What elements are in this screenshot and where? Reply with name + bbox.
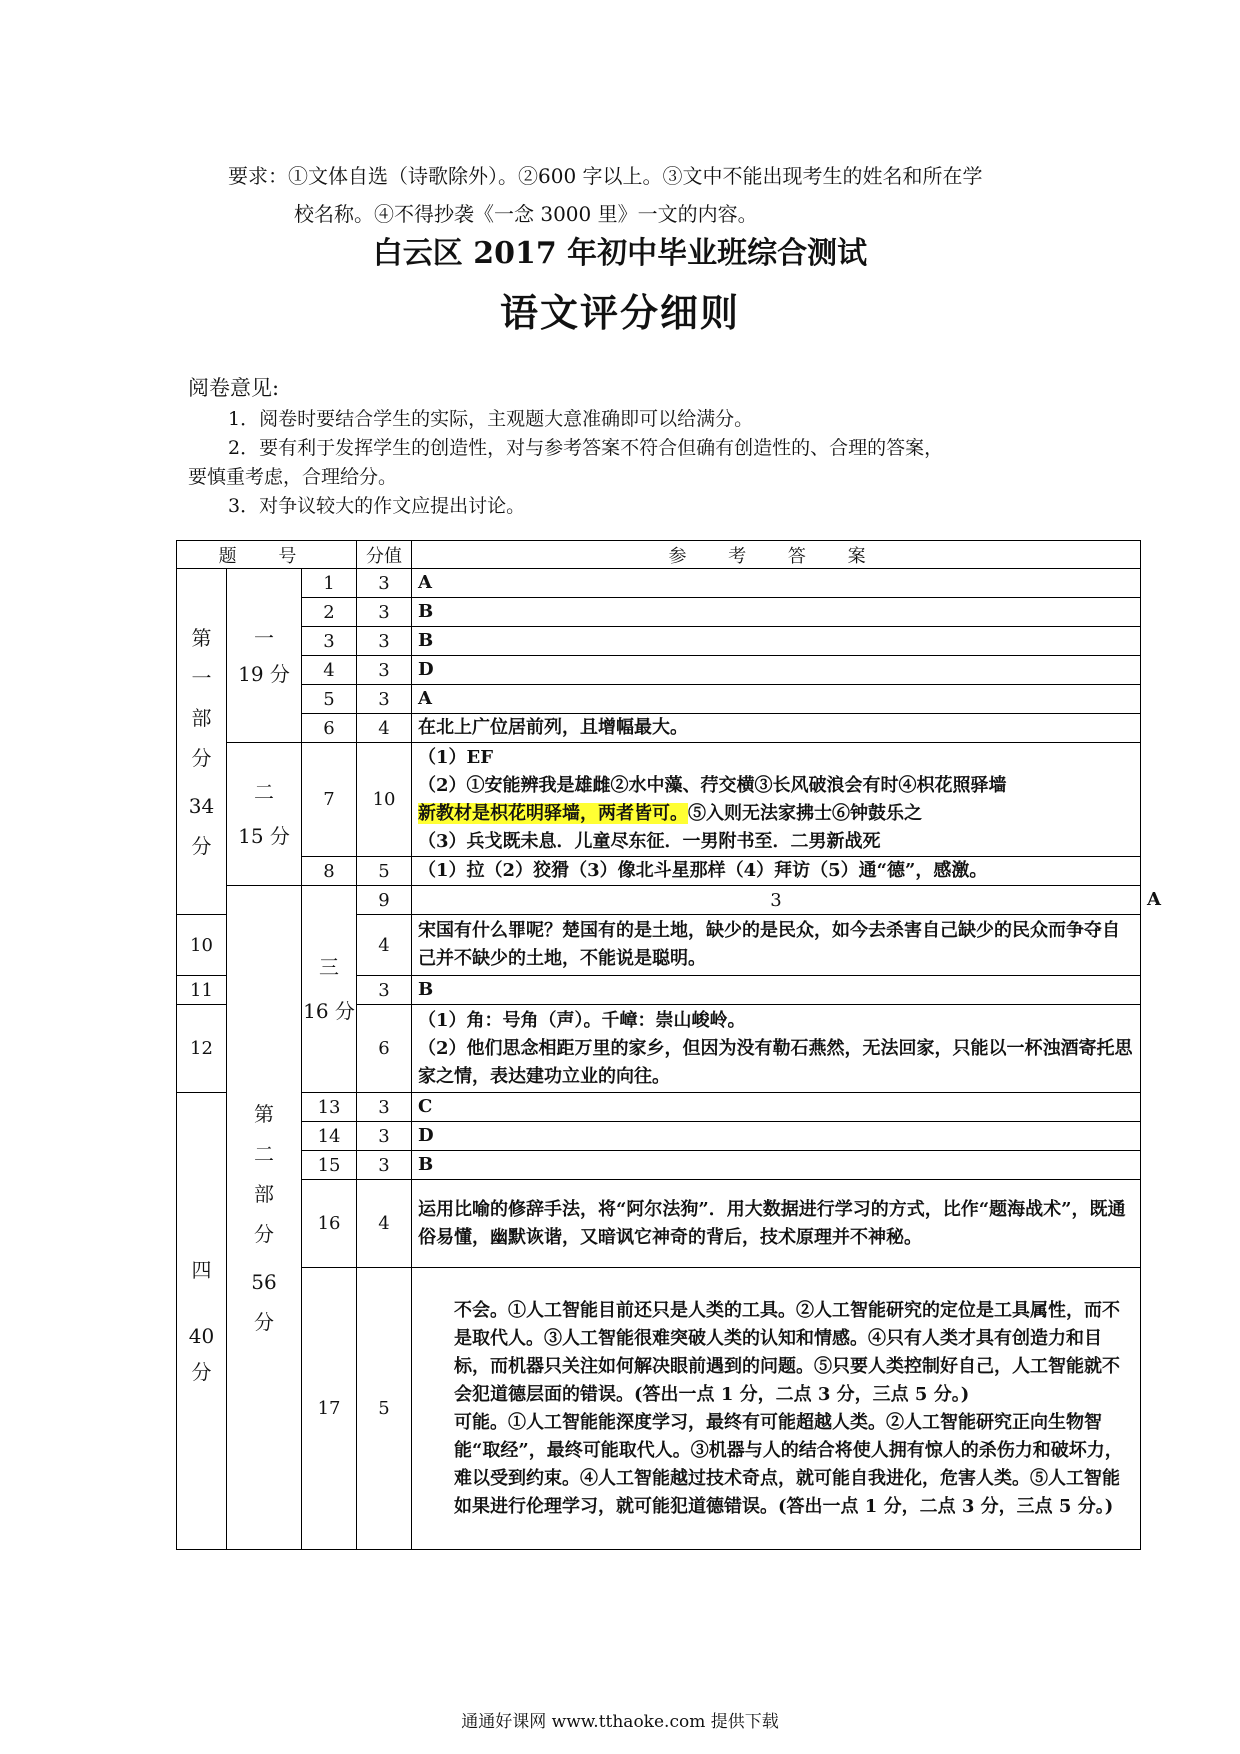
question-number: 13 <box>302 1093 357 1122</box>
part-2-label: 第 二 部 分 56 分 <box>227 886 302 1550</box>
note-3: 3．对争议较大的作文应提出讨论。 <box>228 495 526 517</box>
table-row <box>177 1093 1141 1122</box>
table-row <box>177 857 1141 886</box>
question-score: 3 <box>357 569 412 598</box>
question-answer: A <box>412 685 1141 714</box>
question-score: 3 <box>357 685 412 714</box>
question-score: 3 <box>357 1151 412 1180</box>
footer-text: 通通好课网 www.tthaoke.com 提供下载 <box>461 1712 779 1732</box>
question-answer: C <box>412 1093 1141 1122</box>
highlighted-text: 新教材是枳花明驿墙，两者皆可。 <box>418 802 689 824</box>
question-answer: 宋国有什么罪呢？楚国有的是土地，缺少的是民众，如今去杀害自己缺少的民众而争夺自己并不缺少的土地，不能说是聪明。 <box>412 915 1141 976</box>
question-number: 2 <box>302 598 357 627</box>
question-score: 4 <box>357 1180 412 1268</box>
question-number: 15 <box>302 1151 357 1180</box>
table-row <box>177 569 1141 598</box>
question-score: 5 <box>357 1268 412 1550</box>
table-row <box>177 1122 1141 1151</box>
document-subtitle: 语文评分细则 <box>499 290 740 335</box>
question-answer: （1）角：号角（声）。千嶂：崇山峻岭。 （2）他们思念相距万里的家乡，但因为没有勒石燕然，无法回家，只能以一杯浊酒寄托思家之情，表达建功立业的向往。 <box>412 1005 1141 1093</box>
question-answer: D <box>412 656 1141 685</box>
question-answer: 在北上广位居前列，且增幅最大。 <box>412 714 1141 743</box>
question-score: 3 <box>357 627 412 656</box>
question-answer: B <box>412 598 1141 627</box>
header-score: 分值 <box>357 541 412 569</box>
question-score: 10 <box>357 743 412 857</box>
table-row <box>177 685 1141 714</box>
section-3-label: 三 16 分 <box>302 886 357 1093</box>
question-score: 3 <box>357 598 412 627</box>
question-number: 8 <box>302 857 357 886</box>
requirement-line-1: 要求：①文体自选（诗歌除外）。②600 字以上。③文中不能出现考生的姓名和所在学 <box>228 164 983 188</box>
table-row <box>177 598 1141 627</box>
question-number: 6 <box>302 714 357 743</box>
question-score: 3 <box>357 1122 412 1151</box>
question-score: 3 <box>357 656 412 685</box>
table-row <box>177 656 1141 685</box>
question-answer: D <box>412 1122 1141 1151</box>
scoring-table <box>176 540 1161 1550</box>
table-header-row <box>177 541 1141 569</box>
question-score: 3 <box>412 886 1141 915</box>
section-2-label: 二 15 分 <box>227 743 302 886</box>
question-answer: （1）拉（2）狡猾（3）像北斗星那样（4）拜访（5）通“德”，感激。 <box>412 857 1141 886</box>
table-row <box>177 1180 1141 1268</box>
requirement-line-2: 校名称。④不得抄袭《一念 3000 里》一文的内容。 <box>294 202 758 226</box>
question-number: 5 <box>302 685 357 714</box>
question-number: 10 <box>177 915 227 976</box>
header-answer: 参 考 答 案 <box>412 541 1141 569</box>
question-number: 9 <box>357 886 412 915</box>
question-answer: A <box>412 569 1141 598</box>
question-answer: B <box>412 627 1141 656</box>
question-score: 4 <box>357 915 412 976</box>
question-number: 17 <box>302 1268 357 1550</box>
question-number: 3 <box>302 627 357 656</box>
document-title: 白云区 2017 年初中毕业班综合测试 <box>372 236 868 271</box>
question-number: 16 <box>302 1180 357 1268</box>
table-row <box>177 627 1141 656</box>
question-answer: 不会。①人工智能目前还只是人类的工具。②人工智能研究的定位是工具属性，而不是取代人。③人工智能很难突破人类的认知和情感。④只有人类才具有创造力和目标，而机器只关注如何解决眼前遇到的问题。⑤只要人类控制好自己，人工智能就不会犯道德层面的错误。(答出一点 1 分，二点 3 分，三点 5 分。) 可能。①人工智能能深度学习，最终有可能超越人类。②人工智能研究正向生物智能“取经”，最终可能取代人。③机器与人的结合将使人拥有惊人的杀伤力和破坏力，难以受到约束。④人工智能越过技术奇点，就可能自我进化，危害人类。⑤人工智能如果进行伦理学习，就可能犯道德错误。(答出一点 1 分，二点 3 分，三点 5 分。) <box>412 1268 1141 1550</box>
question-score: 3 <box>357 1093 412 1122</box>
table-row <box>177 1151 1141 1180</box>
question-number: 14 <box>302 1122 357 1151</box>
notes-heading: 阅卷意见: <box>188 376 280 400</box>
section-4-label: 四 40 分 <box>177 1093 227 1550</box>
question-answer: B <box>412 1151 1141 1180</box>
question-score: 4 <box>357 714 412 743</box>
note-2-continued: 要慎重考虑，合理给分。 <box>188 466 398 488</box>
question-score: 5 <box>357 857 412 886</box>
question-number: 1 <box>302 569 357 598</box>
question-answer: 运用比喻的修辞手法，将“阿尔法狗”．用大数据进行学习的方式，比作“题海战术”，既通俗易懂，幽默诙谐，又暗讽它神奇的背后，技术原理并不神秘。 <box>412 1180 1141 1268</box>
section-1-label: 一 19 分 <box>227 569 302 743</box>
question-number: 7 <box>302 743 357 857</box>
table-row <box>177 743 1141 857</box>
question-answer: （1）EF （2）①安能辨我是雄雌②水中藻、荇交横③长风破浪会有时④枳花照驿墙 新教材是枳花明驿墙，两者皆可。⑤入则无法家拂士⑥钟鼓乐之 （3）兵戈既未息．儿童尽东征．一男附书至．二男新战死 <box>412 743 1141 857</box>
note-2: 2．要有利于发挥学生的创造性，对与参考答案不符合但确有创造性的、合理的答案， <box>228 437 944 459</box>
table-row <box>177 714 1141 743</box>
question-score: 6 <box>357 1005 412 1093</box>
question-number: 11 <box>177 976 227 1005</box>
question-score: 3 <box>357 976 412 1005</box>
header-number: 题 号 <box>177 541 357 569</box>
question-answer: B <box>412 976 1141 1005</box>
question-number: 12 <box>177 1005 227 1093</box>
part-1-label: 第 一 部 分 34 分 <box>177 569 227 915</box>
table-row: 第 二 部 分 56 分 三 16 分 9 3 A <box>177 886 1141 915</box>
note-1: 1．阅卷时要结合学生的实际，主观题大意准确即可以给满分。 <box>228 408 754 430</box>
question-number: 4 <box>302 656 357 685</box>
table-row <box>177 1268 1141 1550</box>
